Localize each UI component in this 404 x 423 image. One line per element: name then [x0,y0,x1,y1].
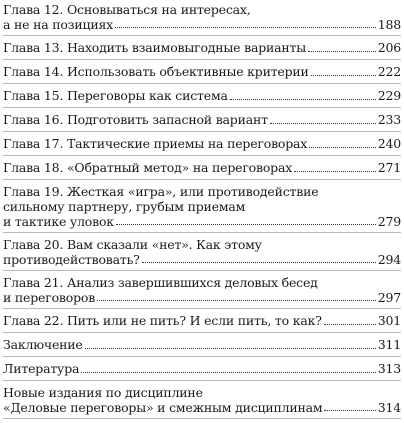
toc-entry-line [3,17,401,32]
toc-entry-title-line: и тактике уловок [3,214,114,229]
toc-entry-line [3,400,401,415]
toc-entry-title-line: Глава 12. Основываться на интересах, [3,2,251,17]
leader-dots [270,123,376,124]
leader-dots [308,51,376,52]
toc-page-number: 233 [377,112,401,127]
toc-entry[interactable] [3,237,401,271]
toc-entry-title-line: Глава 20. Вам сказали «нет». Как этому [3,237,262,252]
toc-entry-line [3,237,401,252]
leader-dots [294,171,376,172]
leader-dots [85,348,376,349]
leader-dots [309,147,376,148]
leader-dots [324,324,376,325]
leader-dots [230,99,376,100]
toc-entry-line [3,313,401,329]
toc-entry-line [3,275,401,290]
toc-entry[interactable] [3,275,401,309]
toc-entry-line [3,385,401,400]
toc-entry-title-line: Заключение [3,337,83,352]
toc-entry[interactable] [3,40,401,60]
toc-entry[interactable] [3,361,401,381]
toc-page-number: 313 [377,361,401,376]
toc-entry-title-line: сильному партнеру, грубым приемам [3,199,246,214]
toc-entry-line [3,184,401,199]
toc-entry-title-line: Глава 21. Анализ завершившихся деловых бесед [3,275,318,290]
toc-entry-line [3,40,401,56]
leader-dots [97,300,376,301]
toc-entry-line [3,337,401,353]
toc-entry-title-line: Глава 13. Находить взаимовыгодные варианты [3,40,307,55]
table-of-contents [3,2,401,423]
toc-entry-line [3,214,401,229]
leader-dots [311,75,376,76]
toc-entry-line [3,64,401,80]
toc-entry-title-line: Новые издания по дисциплине [3,385,203,400]
toc-entry[interactable] [3,2,401,36]
toc-entry-title-line: «Деловые переговоры» и смежным дисциплинам [3,400,323,415]
toc-entry-line [3,290,401,305]
toc-entry[interactable] [3,184,401,233]
toc-page-number: 279 [377,214,401,229]
toc-page-number: 222 [377,64,401,79]
toc-page-number: 229 [377,88,401,103]
toc-entry-line [3,160,401,176]
toc-entry[interactable] [3,136,401,156]
toc-entry-title-line: Глава 15. Переговоры как система [3,88,228,103]
toc-entry-title-line: Глава 19. Жесткая «игра», или противодействие [3,184,319,199]
toc-entry[interactable] [3,385,401,419]
toc-entry-title-line: а не на позициях [3,17,113,32]
leader-dots [324,410,375,411]
toc-entry-title-line: Глава 18. «Обратный метод» на переговорах [3,160,293,175]
toc-entry-title-line: противодействовать? [3,252,140,267]
toc-entry[interactable] [3,88,401,108]
toc-entry-line [3,361,401,377]
toc-entry-title-line: и переговоров [3,290,96,305]
toc-entry-title-line: Глава 17. Тактические приемы на переговорах [3,136,308,151]
toc-page-number: 314 [377,400,401,415]
toc-page-number: 301 [377,313,401,328]
toc-entry-line [3,252,401,267]
leader-dots [115,27,376,28]
toc-entry[interactable] [3,313,401,333]
toc-page-number: 297 [377,290,401,305]
leader-dots [142,262,376,263]
toc-page-number: 271 [377,160,401,175]
leader-dots [81,372,375,373]
toc-page-number: 206 [377,40,401,55]
toc-entry-title-line: Глава 22. Пить или не пить? И если пить, то как? [3,313,322,328]
toc-entry[interactable] [3,337,401,357]
toc-entry-title-line: Литература [3,361,80,376]
toc-page-number: 311 [377,337,401,352]
toc-page-number: 188 [377,17,401,32]
toc-entry-title-line: Глава 14. Использовать объективные критерии [3,64,309,79]
toc-page-number: 240 [377,136,401,151]
toc-entry[interactable] [3,64,401,84]
toc-entry[interactable] [3,112,401,132]
toc-page-number: 294 [377,252,401,267]
toc-entry-line [3,112,401,128]
toc-entry-line [3,2,401,17]
toc-entry[interactable] [3,160,401,180]
toc-entry-line [3,199,401,214]
toc-entry-line [3,88,401,104]
leader-dots [116,224,376,225]
toc-entry-line [3,136,401,152]
toc-entry-title-line: Глава 16. Подготовить запасной вариант [3,112,268,127]
